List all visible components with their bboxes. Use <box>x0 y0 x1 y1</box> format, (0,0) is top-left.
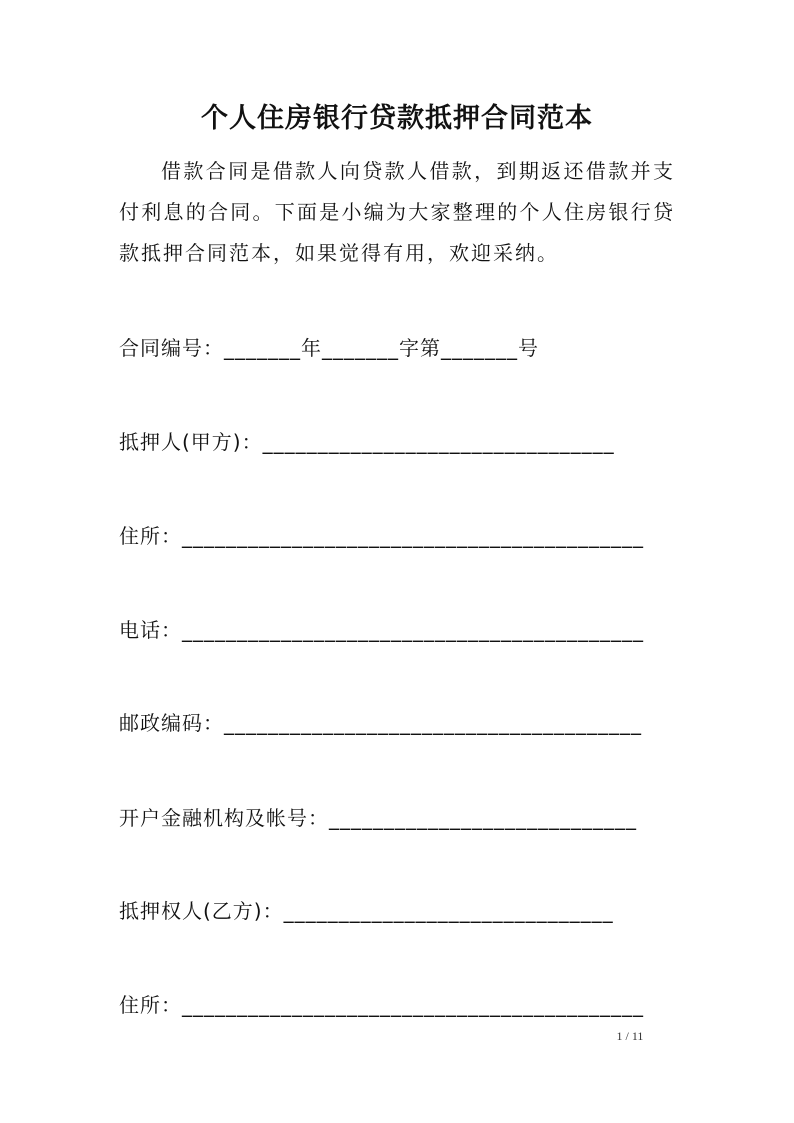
phone-field: 电话：__________________________________________ <box>119 618 644 642</box>
postal-code-field: 邮政编码：______________________________________ <box>119 711 642 735</box>
mortgagee-address-field: 住所：__________________________________________ <box>119 993 644 1017</box>
mortgagee-field: 抵押权人(乙方)：______________________________ <box>119 899 614 923</box>
contract-number-field: 合同编号：_______年_______字第_______号 <box>119 336 539 360</box>
page-number: 1 / 11 <box>616 1029 644 1043</box>
intro-paragraph: 借款合同是借款人向贷款人借款，到期返还借款并支付利息的合同。下面是小编为大家整理的个人住房银行贷款抵押合同范本，如果觉得有用，欢迎采纳。 <box>119 159 675 265</box>
document-title: 个人住房银行贷款抵押合同范本 <box>201 103 593 134</box>
mortgagor-field: 抵押人(甲方)：________________________________ <box>119 430 615 454</box>
bank-account-field: 开户金融机构及帐号：____________________________ <box>119 806 637 830</box>
mortgagor-address-field: 住所：__________________________________________ <box>119 524 644 548</box>
